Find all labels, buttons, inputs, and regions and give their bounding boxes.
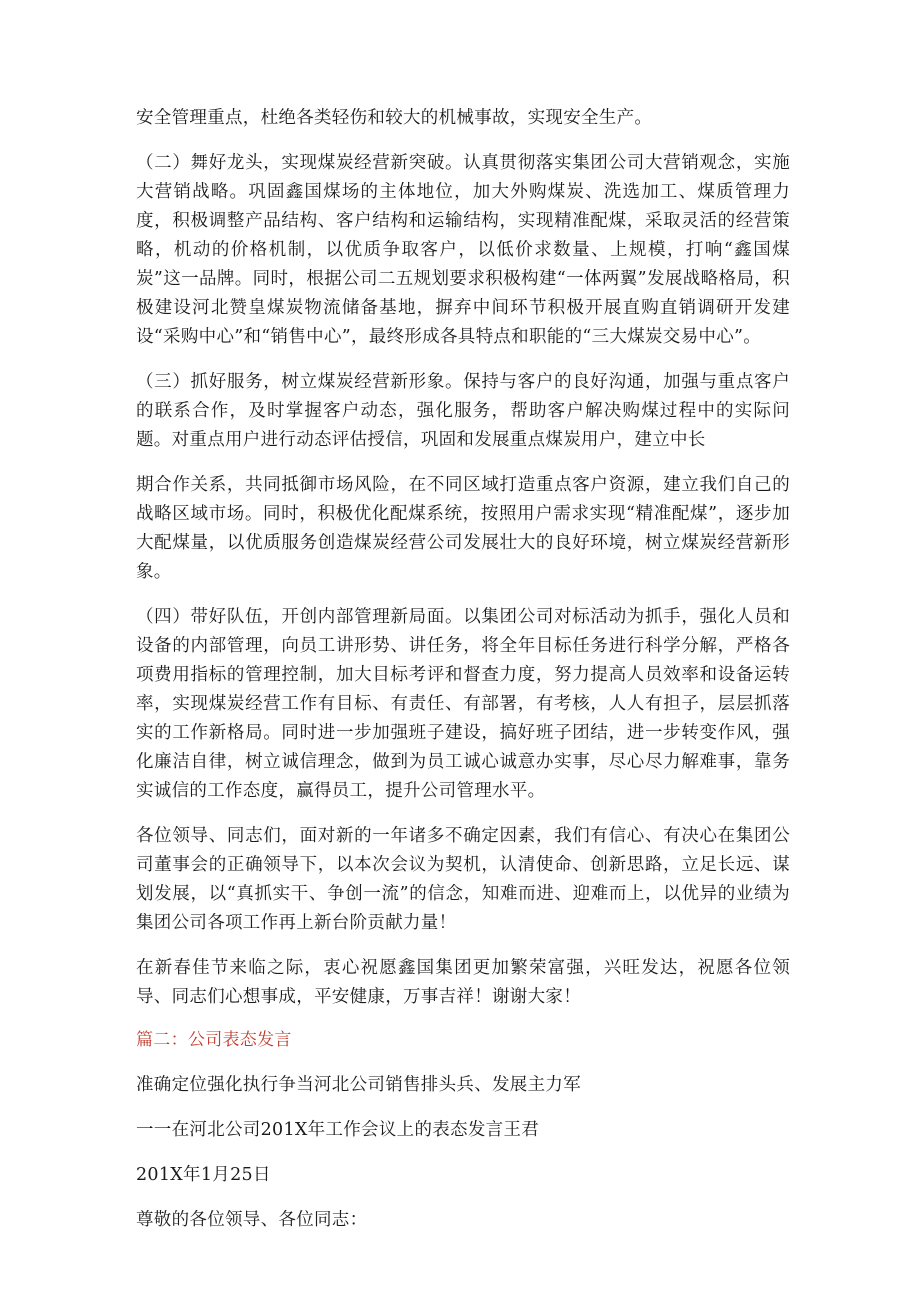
paragraph-greetings: 在新春佳节来临之际，衷心祝愿鑫国集团更加繁荣富强，兴旺发达，祝愿各位领导、同志们心想事成，平安健康，万事吉祥！谢谢大家！: [136, 958, 790, 1007]
paragraph-safety: 安全管理重点，杜绝各类轻伤和较大的机械事故，实现安全生产。: [136, 108, 653, 128]
speech-title: 准确定位强化执行争当河北公司销售排头兵、发展主力军: [136, 1075, 581, 1095]
speech-subtitle: 一一在河北公司201X年工作会议上的表态发言王君: [136, 1120, 540, 1140]
section-heading: 篇二：公司表态发言: [136, 1030, 292, 1050]
paragraph-team: （四）带好队伍，开创内部管理新局面。以集团公司对标活动为抓手，强化人员和设备的内部管理，向员工讲形势、讲任务，将全年目标任务进行科学分解，严格各项费用指标的管理控制，加大目标考评和督查力度，努力提高人员效率和设备运转率，实现煤炭经营工作有目标、有责任、有部署，有考核，人人有担子，层层抓落实的工作新格局。同时进一步加强班子建设，搞好班子团结，进一步转变作风，强化廉洁自律，树立诚信理念，做到为员工诚心诚意办实事，尽心尽力解难事，靠务实诚信的工作态度，赢得员工，提升公司管理水平。: [136, 607, 790, 801]
speech-date: 201X年1月25日: [136, 1165, 271, 1185]
paragraph-leaders: 各位领导、同志们，面对新的一年诸多不确定因素，我们有信心、有决心在集团公司董事会的正确领导下，以本次会议为契机，认清使命、创新思路，立足长远、谋划发展，以“真抓实干、争创一流”的信念，知难而进、迎难而上，以优异的业绩为集团公司各项工作再上新台阶贡献力量！: [136, 826, 790, 933]
paragraph-service: （三）抓好服务，树立煤炭经营新形象。保持与客户的良好沟通，加强与重点客户的联系合作，及时掌握客户动态，强化服务，帮助客户解决购煤过程中的实际问题。对重点用户进行动态评估授信，巩固和发展重点煤炭用户，建立中长: [136, 372, 790, 450]
speech-salutation: 尊敬的各位领导、各位同志：: [136, 1210, 368, 1230]
paragraph-coal-breakthrough: （二）舞好龙头，实现煤炭经营新突破。认真贯彻落实集团公司大营销观念，实施大营销战略。巩固鑫国煤场的主体地位，加大外购煤炭、洗选加工、煤质管理力度，积极调整产品结构、客户结构和运输结构，实现精准配煤，采取灵活的经营策略，机动的价格机制，以优质争取客户，以低价求数量、上规模，打响“鑫国煤炭”这一品牌。同时，根据公司二五规划要求积极构建“一体两翼”发展战略格局，积极建设河北赞皇煤炭物流储备基地，摒弃中间环节积极开展直购直销调研开发建设“采购中心”和“销售中心”，最终形成各具特点和职能的“三大煤炭交易中心”。: [136, 153, 790, 347]
paragraph-cooperation: 期合作关系，共同抵御市场风险，在不同区域打造重点客户资源，建立我们自己的战略区域市场。同时，积极优化配煤系统，按照用户需求实现“精准配煤”，逐步加大配煤量，以优质服务创造煤炭经营公司发展壮大的良好环境，树立煤炭经营新形象。: [136, 475, 790, 582]
